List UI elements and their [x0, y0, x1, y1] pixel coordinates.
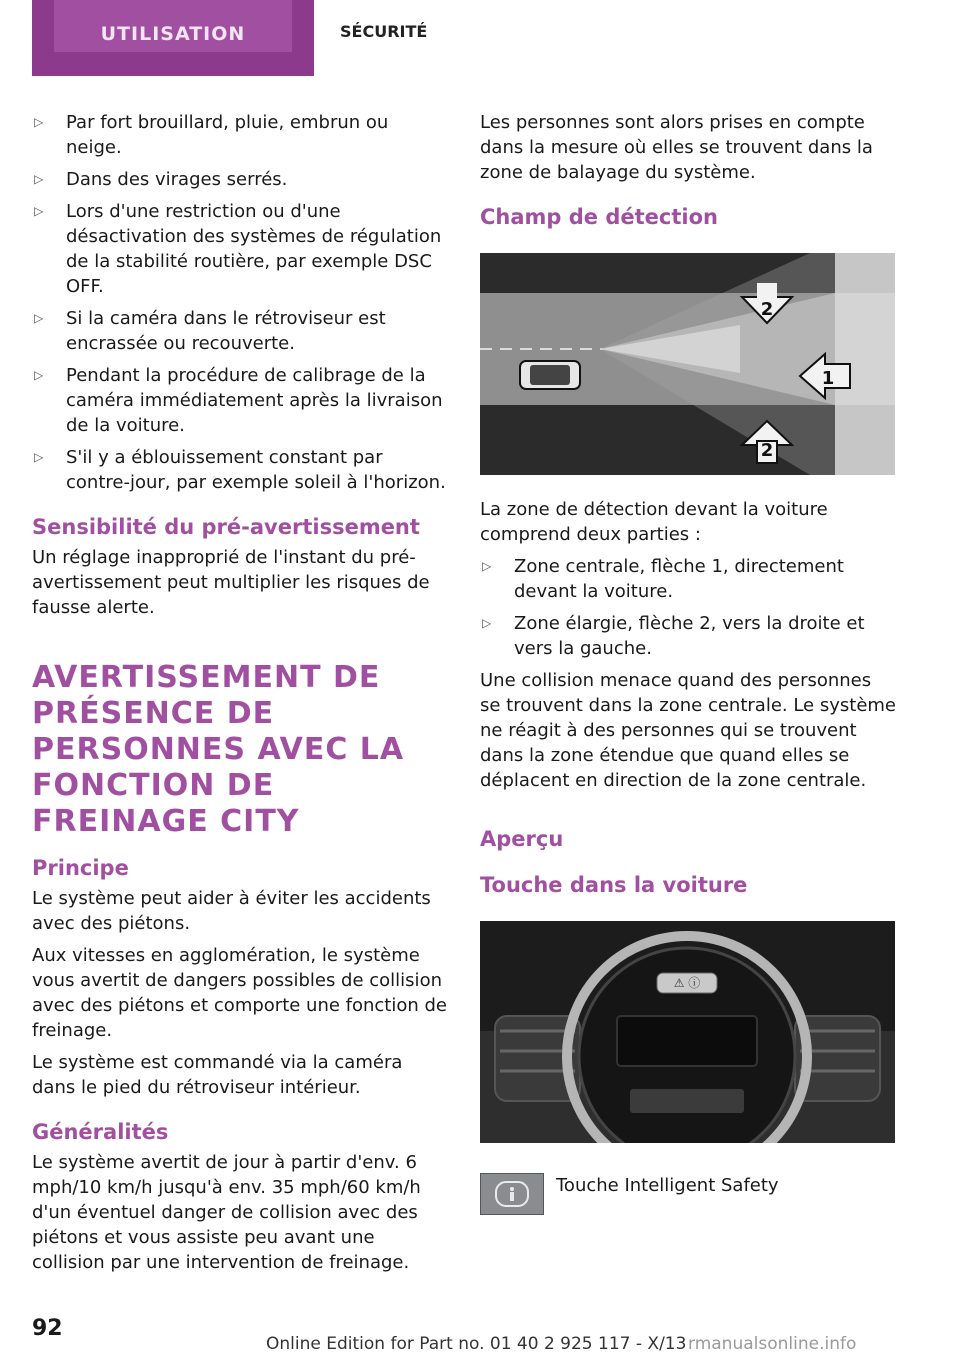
list-item: ▷ S'il y a éblouissement constant par contre-jour, par exemple soleil à l'horizon. [34, 447, 446, 493]
dashboard-photo [480, 921, 895, 1143]
arrow-label-2-top: 2 [760, 299, 774, 320]
triangle-bullet-icon: ▷ [34, 368, 44, 382]
triangle-bullet-icon: ▷ [34, 311, 44, 325]
sensibilite-text: Un réglage inapproprié de l'instant du pré-avertissement peut multiplier les risques de fausse alerte. [32, 547, 430, 618]
watermark: rmanualsonline.info [688, 1334, 857, 1354]
zone-intro-text: La zone de détection devant la voiture comprend deux parties : [480, 499, 828, 545]
triangle-bullet-icon: ▷ [482, 559, 492, 573]
triangle-bullet-icon: ▷ [34, 115, 44, 129]
champ-heading: Champ de détection [480, 205, 718, 229]
zone-list [480, 554, 896, 661]
apercu-heading: Aperçu [480, 827, 564, 851]
section-main-heading: AVERTISSEMENT DE PRÉSENCE DE PERSONNES AVEC LA FONCTION DE FREINAGE CITY [32, 660, 405, 839]
list-item: ▷ Dans des virages serrés. [34, 169, 288, 190]
left-column [32, 110, 448, 1282]
detection-field-diagram [480, 253, 895, 475]
principe-paragraph-2: Aux vitesses en agglomération, le système vous avertit de dangers possibles de collision avec des piétons et comporte une fonction de freinage. [32, 945, 448, 1041]
generalites-text: Le système avertit de jour à partir d'env. 6 mph/10 km/h jusqu'à env. 35 mph/60 km/h d'un éventuel danger de collision avec des piétons et vous assiste peu avant une collision par une intervention de freinage. [32, 1152, 421, 1273]
principe-paragraph-3: Le système est commandé via la caméra dans le pied du rétroviseur intérieur. [32, 1052, 403, 1098]
triangle-bullet-icon: ▷ [34, 450, 44, 464]
conditions-list [32, 110, 448, 495]
triangle-bullet-icon: ▷ [34, 204, 44, 218]
list-item: ▷ Lors d'une restriction ou d'une désactivation des systèmes de régulation de la stabilité routière, par exemple DSC OFF. [34, 201, 442, 297]
generalites-heading: Généralités [32, 1120, 169, 1144]
icon-caption-row [480, 1173, 896, 1215]
intro-text: Les personnes sont alors prises en compte dans la mesure où elles se trouvent dans la zone de balayage du système. [480, 112, 873, 183]
edition-note: Online Edition for Part no. 01 40 2 925 117 - X/13 [266, 1334, 687, 1354]
triangle-bullet-icon: ▷ [34, 172, 44, 186]
arrow-label-2-bottom: 2 [760, 440, 774, 461]
collision-text: Une collision menace quand des personnes se trouvent dans la zone centrale. Le système ne réagit à des personnes qui se trouvent dans la zone étendue que quand elles se déplacent en direction de la zone centrale. [480, 670, 896, 791]
triangle-bullet-icon: ▷ [482, 616, 492, 630]
principe-paragraph-1: Le système peut aider à éviter les accidents avec des piétons. [32, 888, 431, 934]
info-icon [495, 1181, 529, 1207]
touche-heading: Touche dans la voiture [480, 873, 748, 897]
list-item: ▷ Zone centrale, flèche 1, directement devant la voiture. [482, 556, 844, 602]
list-item: ▷ Zone élargie, flèche 2, vers la droite et vers la gauche. [482, 613, 865, 659]
svg-text:⚠ ⓘ: ⚠ ⓘ [673, 976, 701, 990]
sensibilite-heading: Sensibilité du pré-avertissement [32, 515, 420, 539]
principe-heading: Principe [32, 856, 129, 880]
page-number: 92 [32, 1316, 63, 1341]
list-item: ▷ Si la caméra dans le rétroviseur est encrassée ou recouverte. [34, 308, 386, 354]
right-column [480, 110, 896, 1215]
arrow-label-1: 1 [821, 368, 835, 389]
header-tab-frame [32, 0, 314, 76]
intelligent-safety-button[interactable] [480, 1173, 544, 1215]
list-item: ▷ Par fort brouillard, pluie, embrun ou neige. [34, 112, 389, 158]
tab-securite[interactable]: SÉCURITÉ [340, 22, 428, 41]
icon-caption: Touche Intelligent Safety [556, 1175, 779, 1196]
list-item: ▷ Pendant la procédure de calibrage de la caméra immédiatement après la livraison de la voiture. [34, 365, 443, 436]
tab-utilisation[interactable]: UTILISATION [54, 0, 292, 52]
